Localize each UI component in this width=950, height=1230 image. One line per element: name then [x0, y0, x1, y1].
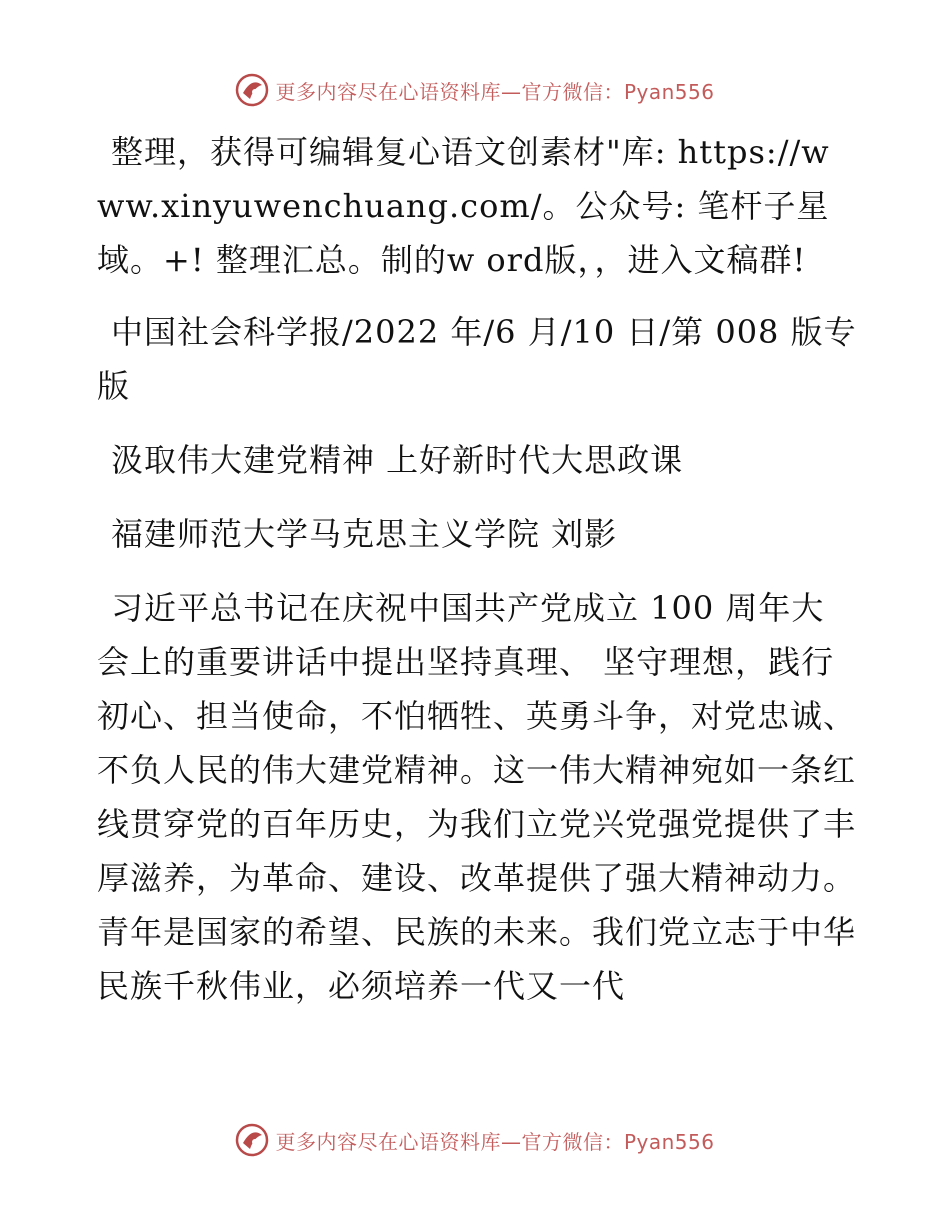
logo-icon [235, 1123, 269, 1157]
article-body: 习近平总书记在庆祝中国共产党成立 100 周年大会上的重要讲话中提出坚持真理、 坚守理想，践行初心、担当使命，不怕牺牲、英勇斗争，对党忠诚、不负人民的伟大建党精神。这一伟大精神宛如一条红线贯穿党的百年历史，为我们立党兴党强党提供了丰厚滋养，为革命、建设、改革提供了强大精神动力。青年是国家的希望、民族的未来。我们党立志于中华民族千秋伟业，必须培养一代又一代 [97, 589, 857, 1005]
source-line: 中国社会科学报/2022 年/6 月/10 日/第 008 版专版 [97, 313, 857, 405]
watermark-text: 更多内容尽在心语资料库—官方微信：Pyan556 [275, 1129, 715, 1154]
article-author: 福建师范大学马克思主义学院 刘影 [111, 515, 618, 553]
article-title: 汲取伟大建党精神 上好新时代大思政课 [111, 441, 684, 479]
intro-paragraph: 整理，获得可编辑复心语文创素材"库: https://www.xinyuwenchuang.com/。公众号: 笔杆子星域。+! 整理汇总。制的w ord版，，进入文稿群! [97, 133, 830, 279]
header-watermark [0, 70, 950, 110]
footer-watermark [0, 1120, 950, 1160]
logo-icon [235, 73, 269, 107]
document-body [97, 125, 857, 1013]
watermark-text: 更多内容尽在心语资料库—官方微信：Pyan556 [275, 79, 715, 104]
